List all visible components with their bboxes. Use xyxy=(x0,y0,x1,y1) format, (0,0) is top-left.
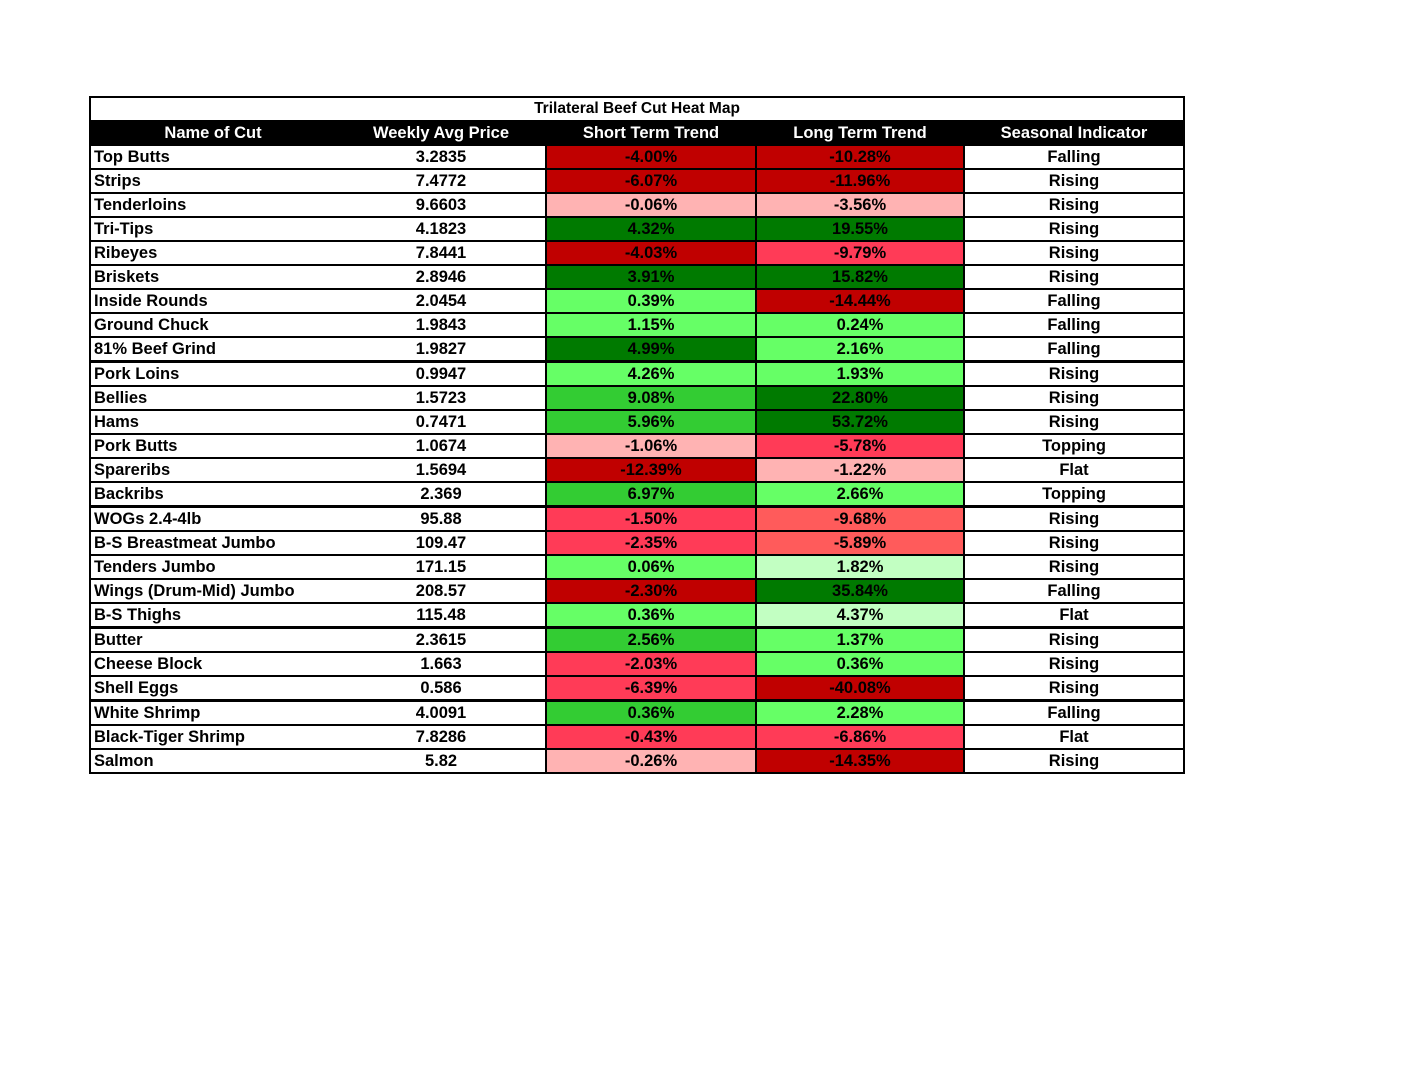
cut-name-cell: Butter xyxy=(90,628,336,653)
seasonal-indicator-cell: Rising xyxy=(964,217,1184,241)
seasonal-indicator-cell: Falling xyxy=(964,701,1184,726)
table-row xyxy=(90,362,1184,387)
column-header-seasonal: Seasonal Indicator xyxy=(964,121,1184,145)
cut-name-cell: White Shrimp xyxy=(90,701,336,726)
long-trend-cell: 35.84% xyxy=(756,579,964,603)
short-trend-cell: 3.91% xyxy=(546,265,756,289)
weekly-price-cell: 115.48 xyxy=(336,603,546,628)
seasonal-indicator-cell: Falling xyxy=(964,337,1184,362)
short-trend-cell: 0.39% xyxy=(546,289,756,313)
table-row xyxy=(90,217,1184,241)
long-trend-cell: 1.82% xyxy=(756,555,964,579)
seasonal-indicator-cell: Rising xyxy=(964,749,1184,773)
seasonal-indicator-cell: Falling xyxy=(964,145,1184,169)
long-trend-cell: 1.93% xyxy=(756,362,964,387)
table-row xyxy=(90,241,1184,265)
cut-name-cell: B-S Breastmeat Jumbo xyxy=(90,531,336,555)
weekly-price-cell: 3.2835 xyxy=(336,145,546,169)
short-trend-cell: -2.30% xyxy=(546,579,756,603)
cut-name-cell: Tenders Jumbo xyxy=(90,555,336,579)
cut-name-cell: Cheese Block xyxy=(90,652,336,676)
short-trend-cell: -12.39% xyxy=(546,458,756,482)
seasonal-indicator-cell: Rising xyxy=(964,362,1184,387)
weekly-price-cell: 2.0454 xyxy=(336,289,546,313)
weekly-price-cell: 4.1823 xyxy=(336,217,546,241)
short-trend-cell: -6.39% xyxy=(546,676,756,701)
long-trend-cell: 22.80% xyxy=(756,386,964,410)
weekly-price-cell: 109.47 xyxy=(336,531,546,555)
cut-name-cell: Ribeyes xyxy=(90,241,336,265)
short-trend-cell: 4.26% xyxy=(546,362,756,387)
weekly-price-cell: 5.82 xyxy=(336,749,546,773)
cut-name-cell: Ground Chuck xyxy=(90,313,336,337)
long-trend-cell: -9.79% xyxy=(756,241,964,265)
seasonal-indicator-cell: Flat xyxy=(964,603,1184,628)
table-row xyxy=(90,628,1184,653)
short-trend-cell: 0.06% xyxy=(546,555,756,579)
table-row xyxy=(90,701,1184,726)
table-row xyxy=(90,482,1184,507)
short-trend-cell: -0.26% xyxy=(546,749,756,773)
table-row xyxy=(90,676,1184,701)
seasonal-indicator-cell: Rising xyxy=(964,241,1184,265)
seasonal-indicator-cell: Rising xyxy=(964,193,1184,217)
long-trend-cell: -14.44% xyxy=(756,289,964,313)
seasonal-indicator-cell: Rising xyxy=(964,386,1184,410)
table-row xyxy=(90,458,1184,482)
long-trend-cell: 4.37% xyxy=(756,603,964,628)
cut-name-cell: Strips xyxy=(90,169,336,193)
column-header-price: Weekly Avg Price xyxy=(336,121,546,145)
cut-name-cell: Hams xyxy=(90,410,336,434)
table-row xyxy=(90,169,1184,193)
seasonal-indicator-cell: Falling xyxy=(964,579,1184,603)
short-trend-cell: -4.03% xyxy=(546,241,756,265)
seasonal-indicator-cell: Falling xyxy=(964,289,1184,313)
long-trend-cell: -5.78% xyxy=(756,434,964,458)
long-trend-cell: -6.86% xyxy=(756,725,964,749)
cut-name-cell: Pork Butts xyxy=(90,434,336,458)
cut-name-cell: Shell Eggs xyxy=(90,676,336,701)
seasonal-indicator-cell: Rising xyxy=(964,676,1184,701)
table-row xyxy=(90,603,1184,628)
weekly-price-cell: 2.369 xyxy=(336,482,546,507)
column-header-name: Name of Cut xyxy=(90,121,336,145)
table-body xyxy=(90,145,1184,773)
short-trend-cell: 1.15% xyxy=(546,313,756,337)
header-row xyxy=(90,121,1184,145)
seasonal-indicator-cell: Flat xyxy=(964,725,1184,749)
cut-name-cell: Spareribs xyxy=(90,458,336,482)
long-trend-cell: 15.82% xyxy=(756,265,964,289)
seasonal-indicator-cell: Rising xyxy=(964,555,1184,579)
long-trend-cell: -3.56% xyxy=(756,193,964,217)
short-trend-cell: 0.36% xyxy=(546,701,756,726)
short-trend-cell: -4.00% xyxy=(546,145,756,169)
short-trend-cell: -2.03% xyxy=(546,652,756,676)
weekly-price-cell: 0.7471 xyxy=(336,410,546,434)
cut-name-cell: Pork Loins xyxy=(90,362,336,387)
seasonal-indicator-cell: Rising xyxy=(964,507,1184,532)
short-trend-cell: 5.96% xyxy=(546,410,756,434)
long-trend-cell: -14.35% xyxy=(756,749,964,773)
table-row xyxy=(90,386,1184,410)
seasonal-indicator-cell: Rising xyxy=(964,169,1184,193)
cut-name-cell: Bellies xyxy=(90,386,336,410)
weekly-price-cell: 7.4772 xyxy=(336,169,546,193)
short-trend-cell: 6.97% xyxy=(546,482,756,507)
weekly-price-cell: 2.8946 xyxy=(336,265,546,289)
short-trend-cell: 0.36% xyxy=(546,603,756,628)
cut-name-cell: B-S Thighs xyxy=(90,603,336,628)
table-row xyxy=(90,289,1184,313)
long-trend-cell: 2.28% xyxy=(756,701,964,726)
short-trend-cell: 4.99% xyxy=(546,337,756,362)
long-trend-cell: 2.16% xyxy=(756,337,964,362)
weekly-price-cell: 7.8441 xyxy=(336,241,546,265)
weekly-price-cell: 0.9947 xyxy=(336,362,546,387)
weekly-price-cell: 208.57 xyxy=(336,579,546,603)
cut-name-cell: Salmon xyxy=(90,749,336,773)
short-trend-cell: -0.43% xyxy=(546,725,756,749)
long-trend-cell: 19.55% xyxy=(756,217,964,241)
weekly-price-cell: 7.8286 xyxy=(336,725,546,749)
weekly-price-cell: 171.15 xyxy=(336,555,546,579)
seasonal-indicator-cell: Flat xyxy=(964,458,1184,482)
table-row xyxy=(90,652,1184,676)
short-trend-cell: -1.06% xyxy=(546,434,756,458)
table-row xyxy=(90,579,1184,603)
long-trend-cell: 1.37% xyxy=(756,628,964,653)
cut-name-cell: Tri-Tips xyxy=(90,217,336,241)
table-row xyxy=(90,313,1184,337)
cut-name-cell: Black-Tiger Shrimp xyxy=(90,725,336,749)
seasonal-indicator-cell: Rising xyxy=(964,410,1184,434)
column-header-short-trend: Short Term Trend xyxy=(546,121,756,145)
short-trend-cell: -6.07% xyxy=(546,169,756,193)
long-trend-cell: -9.68% xyxy=(756,507,964,532)
table-title: Trilateral Beef Cut Heat Map xyxy=(90,97,1184,121)
long-trend-cell: -5.89% xyxy=(756,531,964,555)
table-row xyxy=(90,145,1184,169)
table-row xyxy=(90,410,1184,434)
weekly-price-cell: 4.0091 xyxy=(336,701,546,726)
cut-name-cell: Tenderloins xyxy=(90,193,336,217)
seasonal-indicator-cell: Rising xyxy=(964,265,1184,289)
short-trend-cell: -1.50% xyxy=(546,507,756,532)
table-row xyxy=(90,265,1184,289)
short-trend-cell: 4.32% xyxy=(546,217,756,241)
title-row xyxy=(90,97,1184,121)
long-trend-cell: -1.22% xyxy=(756,458,964,482)
cut-name-cell: Briskets xyxy=(90,265,336,289)
weekly-price-cell: 95.88 xyxy=(336,507,546,532)
weekly-price-cell: 1.663 xyxy=(336,652,546,676)
seasonal-indicator-cell: Rising xyxy=(964,652,1184,676)
weekly-price-cell: 1.9827 xyxy=(336,337,546,362)
short-trend-cell: 9.08% xyxy=(546,386,756,410)
table-row xyxy=(90,725,1184,749)
weekly-price-cell: 9.6603 xyxy=(336,193,546,217)
cut-name-cell: WOGs 2.4-4lb xyxy=(90,507,336,532)
table-row xyxy=(90,749,1184,773)
long-trend-cell: 0.36% xyxy=(756,652,964,676)
long-trend-cell: 2.66% xyxy=(756,482,964,507)
weekly-price-cell: 0.586 xyxy=(336,676,546,701)
short-trend-cell: -0.06% xyxy=(546,193,756,217)
short-trend-cell: -2.35% xyxy=(546,531,756,555)
cut-name-cell: Top Butts xyxy=(90,145,336,169)
long-trend-cell: -40.08% xyxy=(756,676,964,701)
weekly-price-cell: 2.3615 xyxy=(336,628,546,653)
column-header-long-trend: Long Term Trend xyxy=(756,121,964,145)
table-row xyxy=(90,337,1184,362)
long-trend-cell: 53.72% xyxy=(756,410,964,434)
weekly-price-cell: 1.9843 xyxy=(336,313,546,337)
long-trend-cell: -10.28% xyxy=(756,145,964,169)
weekly-price-cell: 1.5694 xyxy=(336,458,546,482)
seasonal-indicator-cell: Topping xyxy=(964,482,1184,507)
cut-name-cell: Inside Rounds xyxy=(90,289,336,313)
short-trend-cell: 2.56% xyxy=(546,628,756,653)
table-row xyxy=(90,434,1184,458)
weekly-price-cell: 1.0674 xyxy=(336,434,546,458)
table-row xyxy=(90,555,1184,579)
cut-name-cell: Backribs xyxy=(90,482,336,507)
table-row xyxy=(90,531,1184,555)
seasonal-indicator-cell: Falling xyxy=(964,313,1184,337)
cut-name-cell: Wings (Drum-Mid) Jumbo xyxy=(90,579,336,603)
weekly-price-cell: 1.5723 xyxy=(336,386,546,410)
heat-map-table xyxy=(89,96,1185,774)
seasonal-indicator-cell: Rising xyxy=(964,628,1184,653)
seasonal-indicator-cell: Rising xyxy=(964,531,1184,555)
long-trend-cell: -11.96% xyxy=(756,169,964,193)
seasonal-indicator-cell: Topping xyxy=(964,434,1184,458)
table-row xyxy=(90,507,1184,532)
long-trend-cell: 0.24% xyxy=(756,313,964,337)
table-row xyxy=(90,193,1184,217)
cut-name-cell: 81% Beef Grind xyxy=(90,337,336,362)
